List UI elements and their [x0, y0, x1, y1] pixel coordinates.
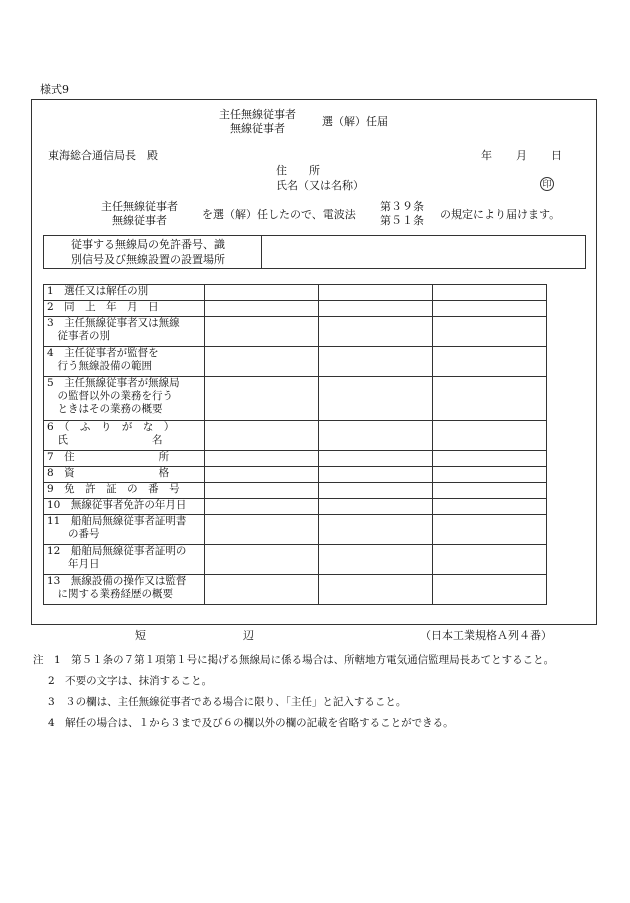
item-entry-cell[interactable] — [433, 467, 547, 483]
item-entry-cell[interactable] — [433, 377, 547, 421]
footer-side: 辺 — [243, 629, 254, 642]
item-label-cell — [44, 545, 205, 575]
title-line2: 無線従事者 — [230, 122, 285, 135]
note-3: 3 ３の欄は、主任無線従事者である場合に限り、「主任」と記入すること。 — [48, 696, 407, 708]
table-row — [44, 515, 547, 545]
table-row — [44, 545, 547, 575]
item-entry-cell[interactable] — [433, 499, 547, 515]
item-label-cell — [44, 483, 205, 499]
item-entry-cell[interactable] — [433, 317, 547, 347]
footer-short: 短 — [135, 629, 146, 642]
item-label: 2 同 上 年 月 日 — [47, 301, 159, 313]
item-entry-cell[interactable] — [319, 347, 433, 377]
item-entry-cell[interactable] — [319, 421, 433, 451]
item-label: 1 選任又は解任の別 — [47, 285, 149, 297]
title-action: 選（解）任届 — [322, 115, 388, 128]
table-row — [44, 317, 547, 347]
item-entry-cell[interactable] — [205, 499, 319, 515]
table-row — [44, 575, 547, 605]
declaration-end: の規定により届けます。 — [440, 208, 561, 221]
item-entry-cell[interactable] — [205, 377, 319, 421]
item-label-cell — [44, 421, 205, 451]
item-label: 9 免 許 証 の 番 号 — [47, 483, 180, 495]
date-month: 月 — [516, 149, 527, 162]
item-label-cell — [44, 317, 205, 347]
item-entry-cell[interactable] — [205, 421, 319, 451]
declaration-subject-line1: 主任無線従事者 — [101, 200, 178, 213]
seal-mark: 印 — [540, 177, 554, 191]
items-table — [43, 284, 547, 605]
item-entry-cell[interactable] — [319, 499, 433, 515]
item-label: 5 主任無線従事者が無線局 の監督以外の業務を行う ときはその業務の概要 — [47, 377, 180, 415]
date-year: 年 — [481, 149, 492, 162]
item-label: 13 無線設備の操作又は監督 に関する業務経歴の概要 — [47, 575, 187, 600]
item-entry-cell[interactable] — [205, 285, 319, 301]
note-4: 4 解任の場合は、１から３まで及び６の欄以外の欄の記載を省略することができる。 — [48, 717, 454, 729]
item-entry-cell[interactable] — [205, 451, 319, 467]
item-entry-cell[interactable] — [205, 575, 319, 605]
item-entry-cell[interactable] — [319, 467, 433, 483]
item-entry-cell[interactable] — [319, 483, 433, 499]
table-row — [44, 301, 547, 317]
table-row — [44, 285, 547, 301]
item-entry-cell[interactable] — [205, 317, 319, 347]
table-row — [44, 377, 547, 421]
addressee: 東海総合通信局長 殿 — [48, 149, 158, 162]
form-number: 様式9 — [40, 83, 69, 96]
item-label-cell — [44, 575, 205, 605]
item-entry-cell[interactable] — [319, 575, 433, 605]
station-label-line1: 従事する無線局の免許番号、識 — [71, 238, 225, 251]
item-entry-cell[interactable] — [319, 317, 433, 347]
item-label: 8 資 格 — [47, 467, 170, 479]
item-entry-cell[interactable] — [319, 515, 433, 545]
table-row — [44, 421, 547, 451]
item-label: 4 主任従事者が監督を 行う無線設備の範囲 — [47, 347, 159, 372]
item-label-cell — [44, 515, 205, 545]
note-2: 2 不要の文字は、抹消すること。 — [48, 675, 213, 687]
item-label-cell — [44, 377, 205, 421]
item-entry-cell[interactable] — [433, 347, 547, 377]
item-entry-cell[interactable] — [433, 515, 547, 545]
station-value-field[interactable] — [261, 235, 586, 269]
item-entry-cell[interactable] — [319, 545, 433, 575]
item-entry-cell[interactable] — [319, 377, 433, 421]
items-body — [44, 285, 547, 605]
item-entry-cell[interactable] — [433, 285, 547, 301]
item-entry-cell[interactable] — [433, 301, 547, 317]
address-label: 住 所 — [276, 164, 320, 177]
declaration-subject-line2: 無線従事者 — [112, 214, 167, 227]
item-label-cell — [44, 467, 205, 483]
item-label-cell — [44, 499, 205, 515]
station-label-line2: 別信号及び無線設置の設置場所 — [71, 253, 225, 266]
item-entry-cell[interactable] — [319, 285, 433, 301]
table-row — [44, 483, 547, 499]
declaration-article1: 第３９条 — [380, 200, 424, 213]
item-label: 6 （ ふ り が な ） 氏 名 — [47, 421, 175, 446]
item-entry-cell[interactable] — [205, 545, 319, 575]
name-label: 氏名（又は名称） — [276, 179, 364, 192]
item-entry-cell[interactable] — [433, 575, 547, 605]
item-label-cell — [44, 301, 205, 317]
item-entry-cell[interactable] — [205, 515, 319, 545]
item-label: 3 主任無線従事者又は無線 従事者の別 — [47, 317, 180, 342]
item-entry-cell[interactable] — [319, 451, 433, 467]
table-row — [44, 499, 547, 515]
table-row — [44, 347, 547, 377]
item-label-cell — [44, 347, 205, 377]
item-entry-cell[interactable] — [433, 421, 547, 451]
item-label: 7 住 所 — [47, 451, 170, 463]
declaration-middle: を選（解）任したので、電波法 — [202, 208, 356, 221]
table-row — [44, 467, 547, 483]
date-day: 日 — [551, 149, 562, 162]
item-label-cell — [44, 451, 205, 467]
declaration-article2: 第５１条 — [380, 214, 424, 227]
item-label: 10 無線従事者免許の年月日 — [47, 499, 187, 511]
item-label: 11 船舶局無線従事者証明書 の番号 — [47, 515, 187, 540]
footer-size: （日本工業規格Ａ列４番） — [420, 629, 552, 642]
item-entry-cell[interactable] — [205, 301, 319, 317]
note-1: 注 1 第５１条の７第１項第１号に掲げる無線局に係る場合は、所轄地方電気通信監理局長あてとすること。 — [33, 654, 555, 666]
item-entry-cell[interactable] — [433, 545, 547, 575]
item-entry-cell[interactable] — [205, 467, 319, 483]
item-entry-cell[interactable] — [205, 347, 319, 377]
title-line1: 主任無線従事者 — [219, 108, 296, 121]
item-entry-cell[interactable] — [205, 483, 319, 499]
item-entry-cell[interactable] — [319, 301, 433, 317]
item-label-cell — [44, 285, 205, 301]
item-label: 12 船舶局無線従事者証明の 年月日 — [47, 545, 187, 570]
item-entry-cell[interactable] — [433, 483, 547, 499]
table-row — [44, 451, 547, 467]
item-entry-cell[interactable] — [433, 451, 547, 467]
